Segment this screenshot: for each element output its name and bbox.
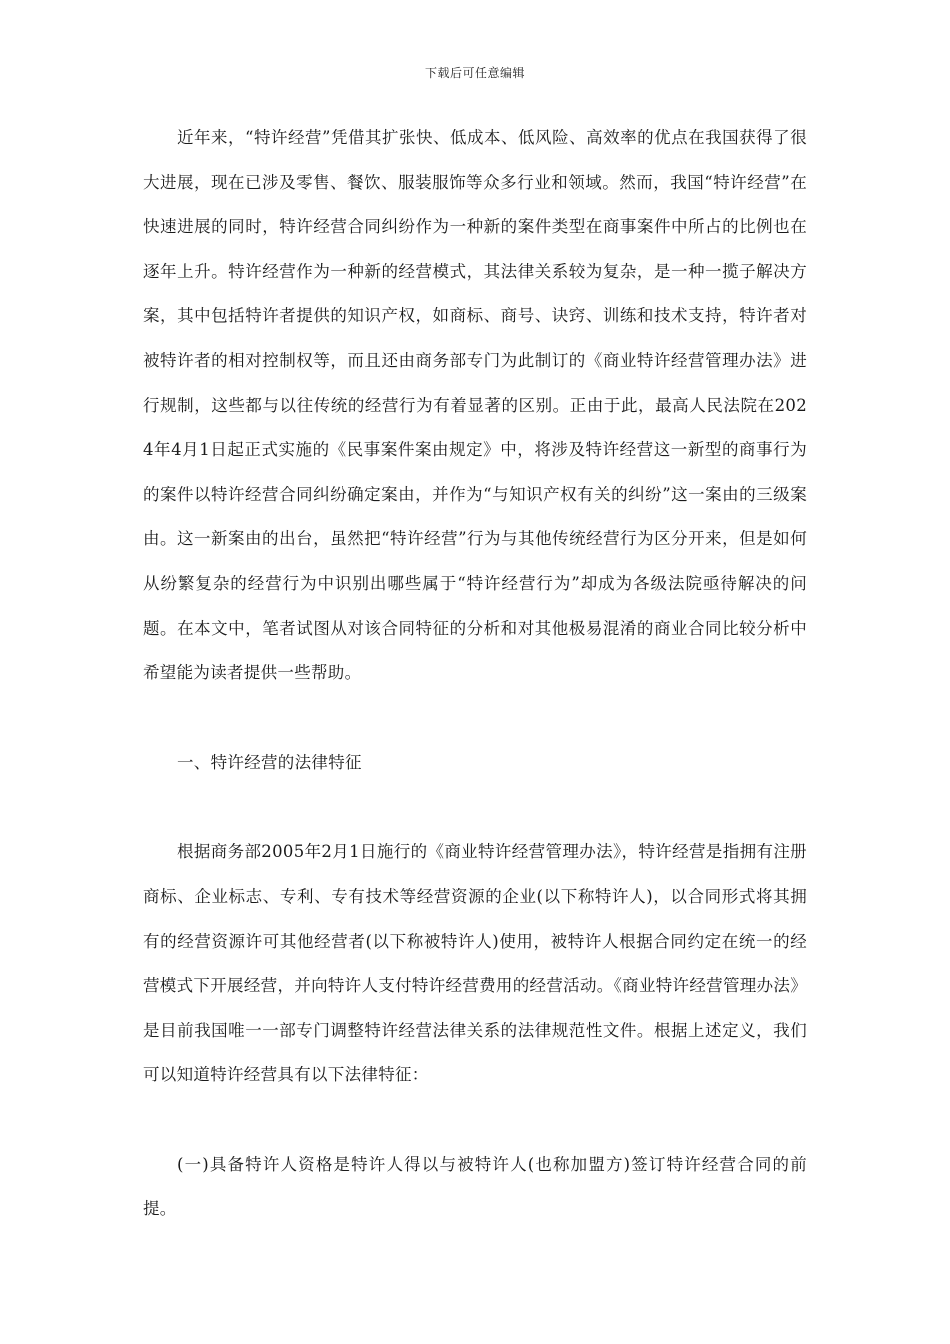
header-note: 下载后可任意编辑 [424, 66, 525, 80]
section-heading: 一、特许经营的法律特征 [177, 752, 362, 772]
paragraph-intro: 近年来，“特许经营”凭借其扩张快、低成本、低风险、高效率的优点在我国获得了很大进展，现在已涉及零售、餐饮、服装服饰等众多行业和领域。然而，我国“特许经营”在快速进展的同时，特许经营合同纠纷作为一种新的案件类型在商事案件中所占的比例也在逐年上升。特许经营作为一种新的经营模式，其法律关系较为复杂，是一种一揽子解决方案，其中包括特许者提供的知识产权，如商标、商号、诀窍、训练和技术支持，特许者对被特许者的相对控制权等，而且还由商务部专门为此制订的《商业特许经营管理办法》进行规制，这些都与以往传统的经营行为有着显著的区别。正由于此，最高人民法院在2024年4月1日起正式实施的《民事案件案由规定》中，将涉及特许经营这一新型的商事行为的案件以特许经营合同纠纷确定案由，并作为“与知识产权有关的纠纷”这一案由的三级案由。这一新案由的出台，虽然把“特许经营”行为与其他传统经营行为区分开来，但是如何从纷繁复杂的经营行为中识别出哪些属于“特许经营行为”却成为各级法院亟待解决的问题。在本文中，笔者试图从对该合同特征的分析和对其他极易混淆的商业合同比较分析中希望能为读者提供一些帮助。 [143, 128, 807, 683]
paragraph-definition: 根据商务部2005年2月1日施行的《商业特许经营管理办法》，特许经营是指拥有注册商标、企业标志、专利、专有技术等经营资源的企业(以下称特许人)，以合同形式将其拥有的经营资源许可其他经营者(以下称被特许人)使用，被特许人根据合同约定在统一的经营模式下开展经营，并向特许人支付特许经营费用的经营活动。《商业特许经营管理办法》是目前我国唯一一部专门调整特许经营法律关系的法律规范性文件。根据上述定义，我们可以知道特许经营具有以下法律特征： [143, 842, 807, 1085]
document-body [143, 116, 807, 1232]
paragraph-spacer [143, 785, 807, 830]
paragraph-feature-1: (一)具备特许人资格是特许人得以与被特许人(也称加盟方)签订特许经营合同的前提。 [143, 1154, 807, 1219]
paragraph-spacer [143, 696, 807, 741]
paragraph-spacer [143, 1098, 807, 1143]
